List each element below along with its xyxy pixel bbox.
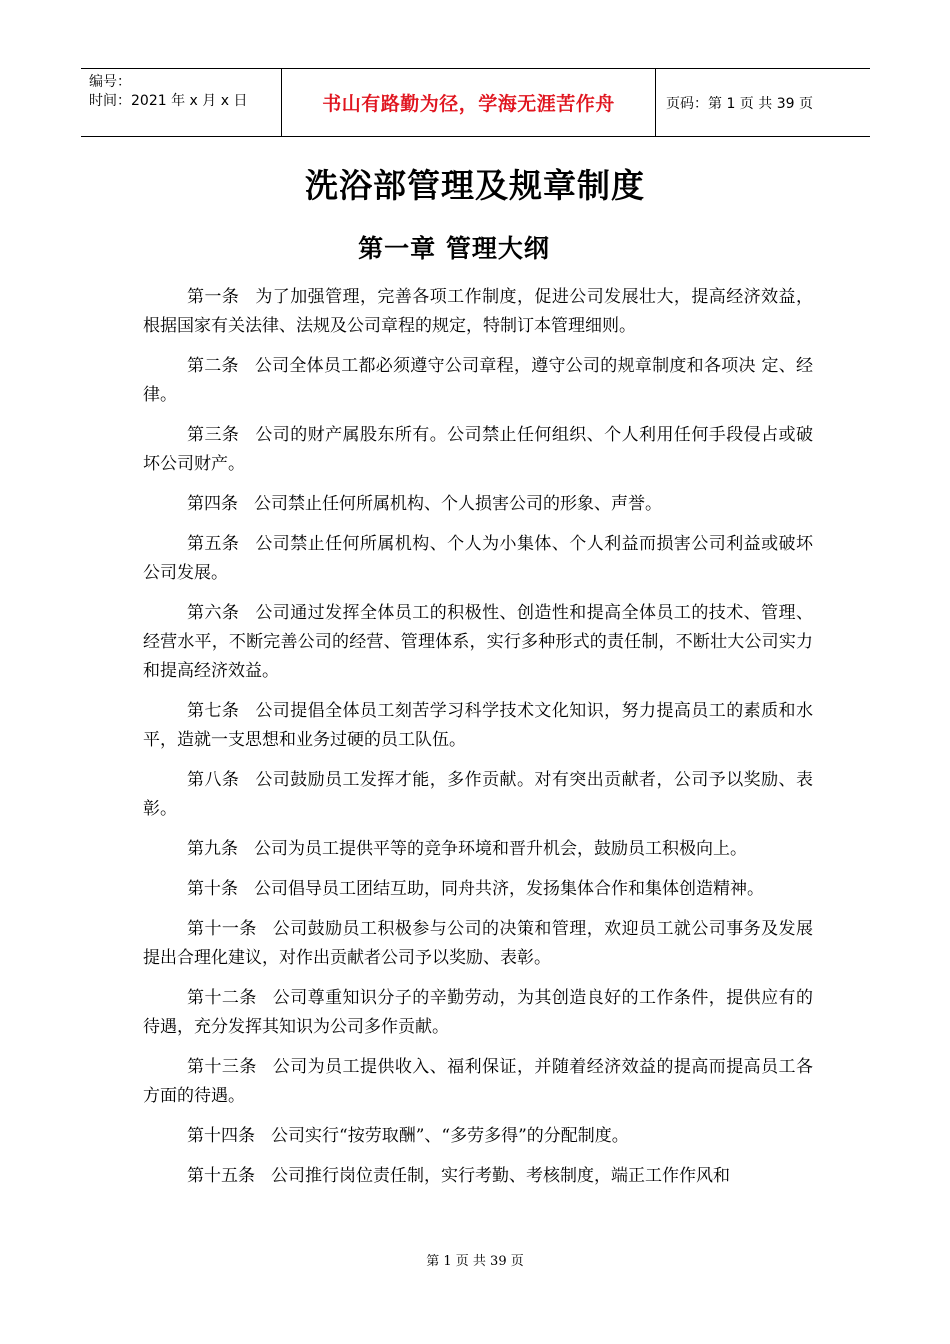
article (143, 1162, 813, 1191)
article-text: 公司禁止任何所属机构、个人为小集体、个人利益而损害公司利益或破坏公司发展。 (143, 534, 814, 583)
article-number: 第七条 (187, 701, 240, 721)
article (143, 766, 813, 824)
article-number: 第八条 (187, 770, 240, 790)
article (143, 697, 813, 755)
article-text: 公司禁止任何所属机构、个人损害公司的形象、声誉。 (254, 494, 662, 514)
article-number: 第十条 (187, 879, 238, 899)
article (143, 283, 813, 341)
document-title: 洗浴部管理及规章制度 (305, 166, 645, 205)
article (143, 490, 813, 519)
article (143, 421, 813, 479)
article-text: 公司鼓励员工发挥才能，多作贡献。对有突出贡献者，公司予以奖励、表彰。 (143, 770, 814, 819)
article-number: 第三条 (187, 425, 240, 445)
article-number: 第十一条 (187, 919, 257, 939)
article-text: 公司通过发挥全体员工的积极性、创造性和提高全体员工的技术、管理、经营水平，不断完善公司的经营、管理体系，实行多种形式的责任制，不断壮大公司实力和提高经济效益。 (143, 603, 814, 681)
header-page-info: 页码：第 1 页 共 39 页 (666, 95, 813, 112)
article-number: 第九条 (187, 839, 238, 859)
article-number: 第十二条 (187, 988, 257, 1008)
article (143, 599, 813, 686)
header-time: 时间：2021 年 x 月 x 日 (89, 93, 248, 109)
article-text: 为了加强管理，完善各项工作制度，促进公司发展壮大，提高经济效益，根据国家有关法律、法规及公司章程的规定，特制订本管理细则。 (143, 287, 814, 336)
article-text: 公司为员工提供收入、福利保证，并随着经济效益的提高而提高员工各方面的待遇。 (143, 1057, 813, 1106)
header-motto: 书山有路勤为径，学海无涯苦作舟 (281, 69, 656, 136)
article-number: 第四条 (187, 494, 238, 514)
page-footer: 第 1 页 共 39 页 (426, 1254, 524, 1269)
header-code: 编号： (89, 74, 131, 90)
article-number: 第二条 (187, 356, 239, 376)
article-text: 公司鼓励员工积极参与公司的决策和管理，欢迎员工就公司事务及发展提出合理化建议，对作出贡献者公司予以奖励、表彰。 (143, 919, 813, 968)
article-number: 第一条 (187, 287, 240, 307)
chapter-heading: 第一章 管理大纲 (358, 234, 550, 263)
article (143, 530, 813, 588)
article-text: 公司实行“按劳取酬”、“多劳多得”的分配制度。 (271, 1126, 629, 1146)
header-meta (81, 69, 281, 136)
article (143, 1122, 813, 1151)
article-list (143, 283, 813, 1202)
article-text: 公司倡导员工团结互助，同舟共济，发扬集体合作和集体创造精神。 (254, 879, 764, 899)
article (143, 984, 813, 1042)
article (143, 875, 813, 904)
article-number: 第十五条 (187, 1166, 255, 1186)
article-text: 公司推行岗位责任制，实行考勤、考核制度，端正工作作风和 (271, 1166, 730, 1186)
header-table (81, 68, 870, 137)
article (143, 915, 813, 973)
article-number: 第十三条 (187, 1057, 257, 1077)
article-text: 公司全体员工都必须遵守公司章程，遵守公司的规章制度和各项决 定、经律。 (143, 356, 814, 405)
article-text: 公司为员工提供平等的竞争环境和晋升机会，鼓励员工积极向上。 (254, 839, 747, 859)
article-number: 第十四条 (187, 1126, 255, 1146)
article-text: 公司的财产属股东所有。公司禁止任何组织、个人利用任何手段侵占或破坏公司财产。 (143, 425, 814, 474)
article (143, 835, 813, 864)
article (143, 1053, 813, 1111)
article-number: 第五条 (187, 534, 240, 554)
article-text: 公司尊重知识分子的辛勤劳动，为其创造良好的工作条件，提供应有的待遇，充分发挥其知识为公司多作贡献。 (143, 988, 813, 1037)
article (143, 352, 813, 410)
article-number: 第六条 (187, 603, 240, 623)
article-text: 公司提倡全体员工刻苦学习科学技术文化知识，努力提高员工的素质和水平，造就一支思想和业务过硬的员工队伍。 (143, 701, 814, 750)
